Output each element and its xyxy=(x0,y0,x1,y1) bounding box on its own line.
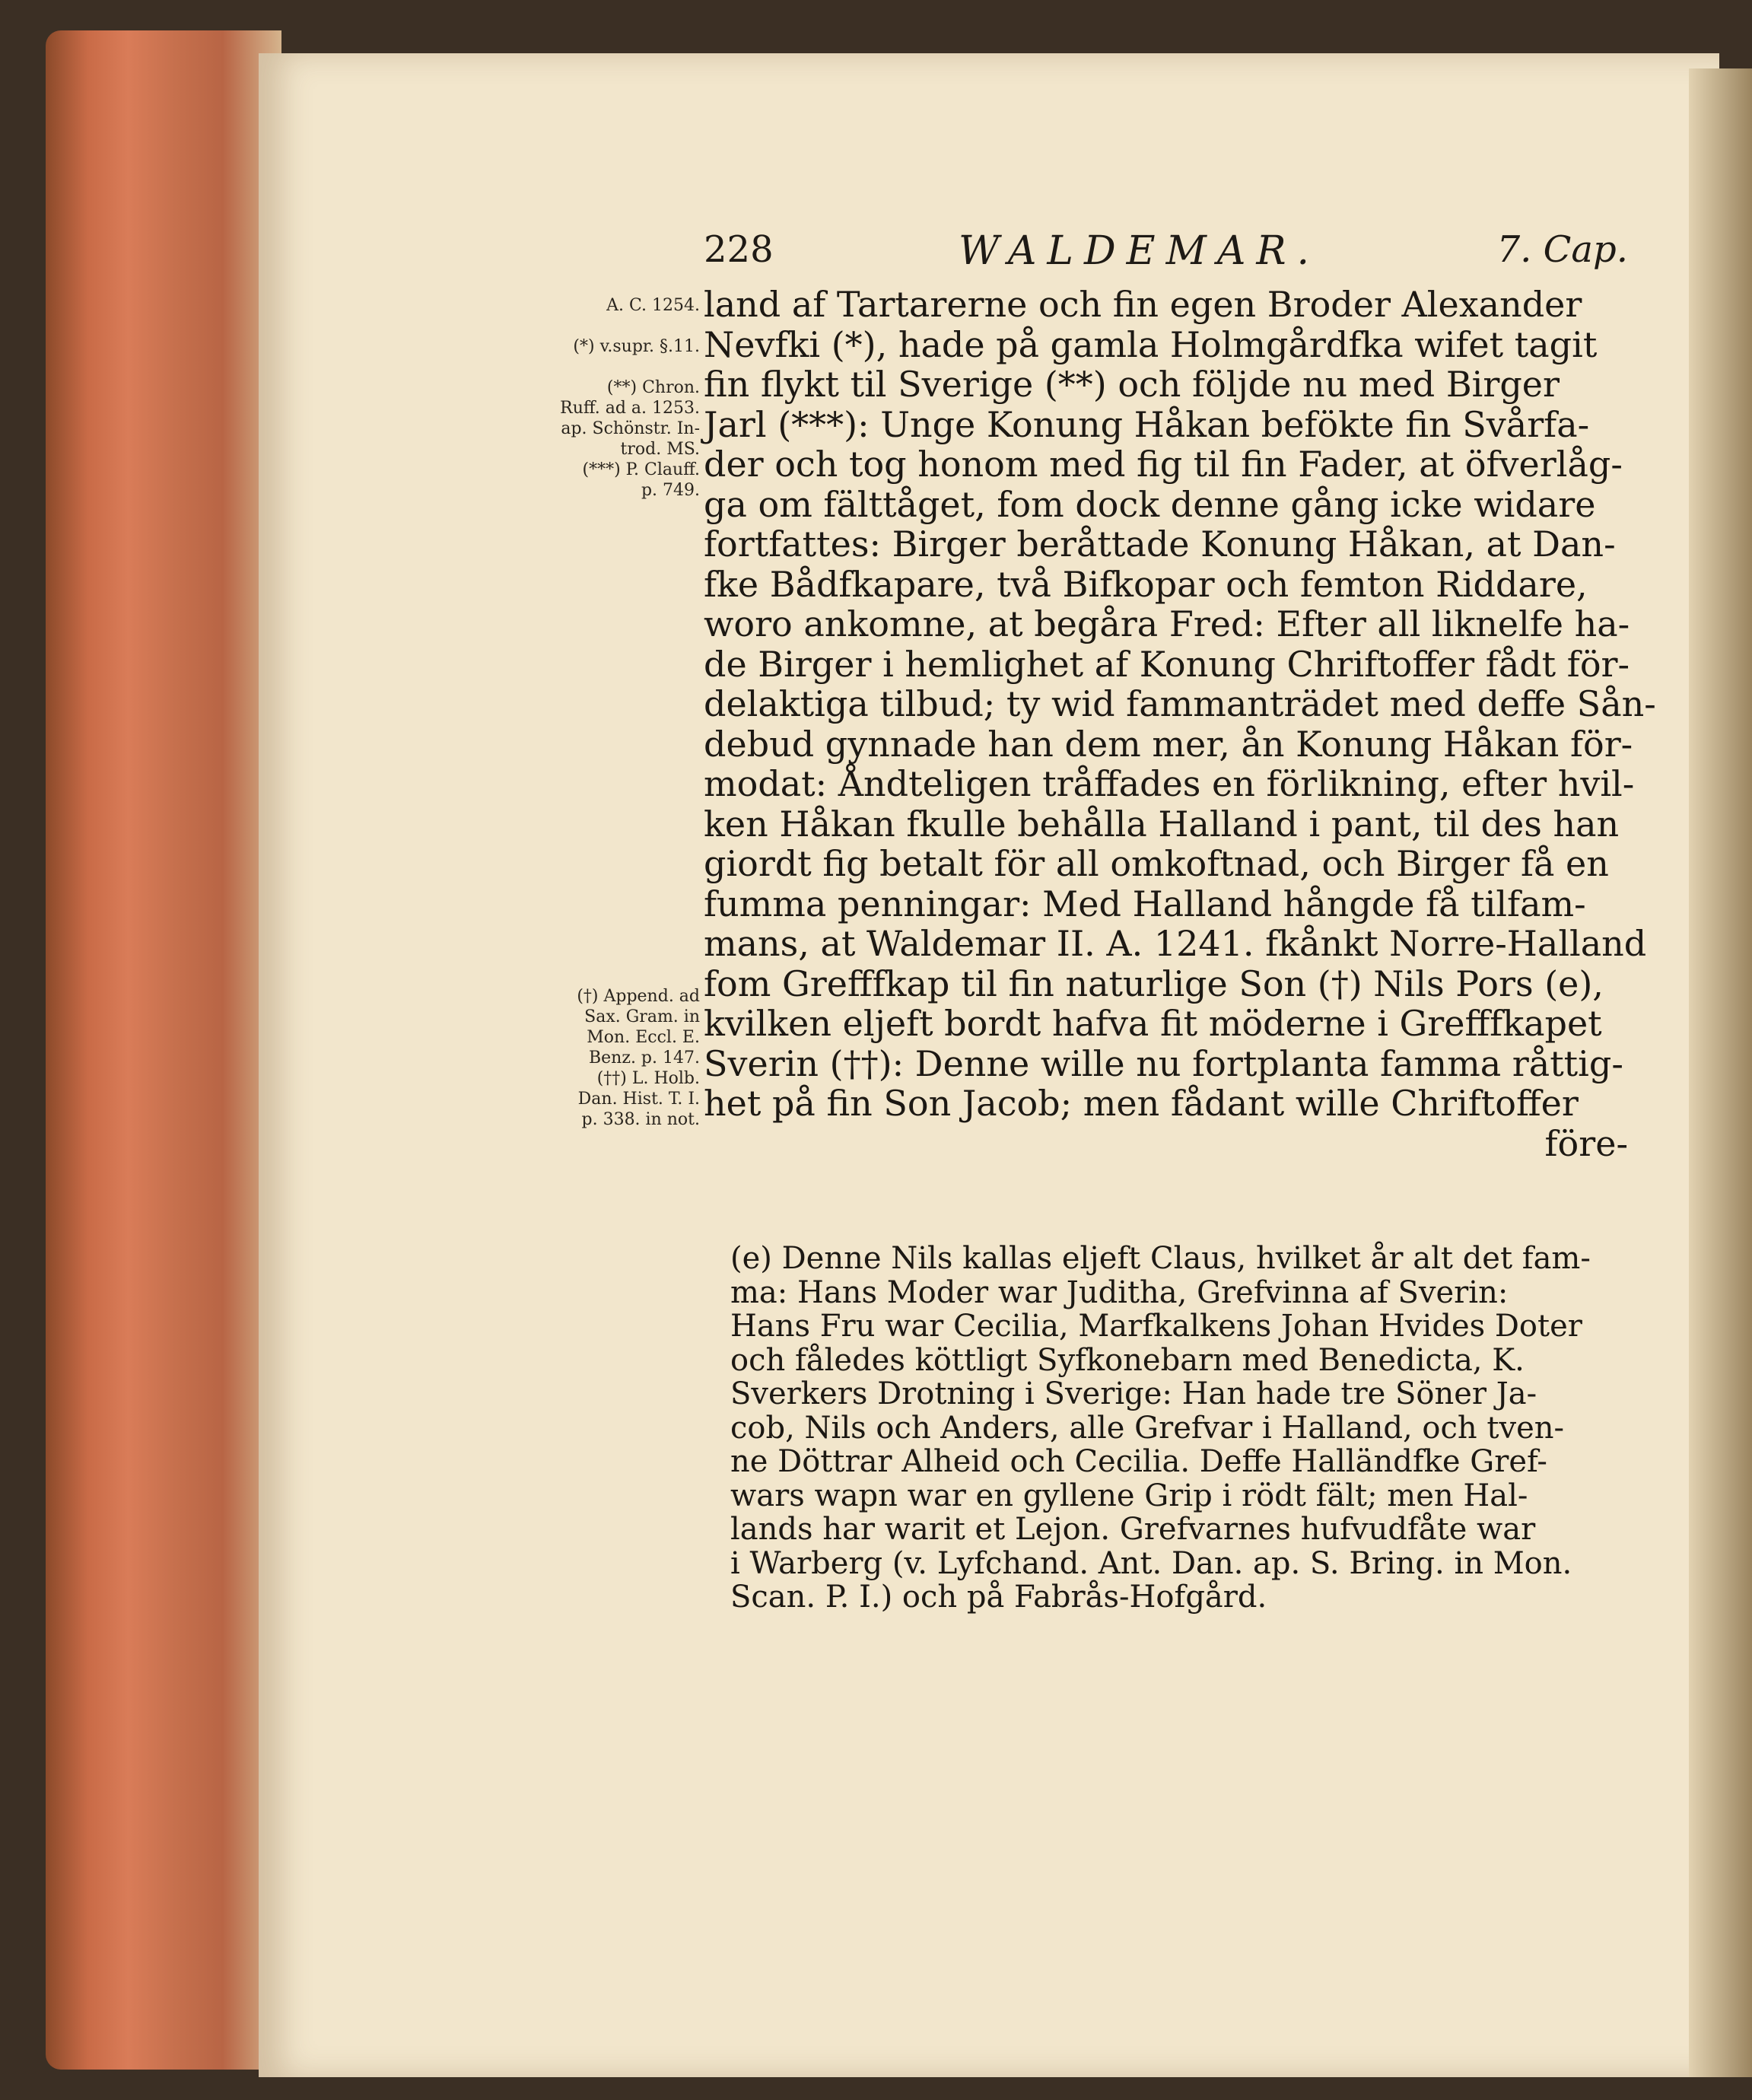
margin-note: Ruff. ad a. 1253. xyxy=(560,399,700,418)
margin-note: (††) L. Holb. xyxy=(596,1069,700,1088)
body-line: ga om fälttåget, fom dock denne gång icke widare xyxy=(704,483,1596,525)
body-line: modat: Åndteligen tråffades en förlikning, efter hvil- xyxy=(704,763,1635,804)
body-line: giordt fig betalt för all omkoftnad, och Birger få en xyxy=(704,843,1609,884)
footnote-line: i Warberg (v. Lyfchand. Ant. Dan. ap. S. Bring. in Mon. xyxy=(730,1545,1572,1581)
margin-note: Dan. Hist. T. I. xyxy=(577,1090,700,1109)
body-line: ken Håkan fkulle behålla Halland i pant, til des han xyxy=(704,803,1620,845)
body-line: woro ankomne, at begåra Fred: Efter all liknelfe ha- xyxy=(704,603,1630,644)
margin-note: (†) Append. ad xyxy=(577,987,700,1006)
body-line: land af Tartarerne och fin egen Broder Alexander xyxy=(704,284,1582,325)
body-line: fin flykt til Sverige (**) och följde nu med Birger xyxy=(704,364,1560,405)
margin-note: (***) P. Clauff. xyxy=(582,460,700,479)
footnote-line: lands har warit et Lejon. Grefvarnes hufvudfåte war xyxy=(730,1512,1536,1547)
margin-notes-bottom xyxy=(525,986,700,1130)
body-line: kvilken eljeft bordt hafva fit möderne i Grefffkapet xyxy=(704,1003,1602,1044)
body-line: fortfattes: Birger beråttade Konung Håkan, at Dan- xyxy=(704,523,1616,565)
margin-note: Sax. Gram. in xyxy=(584,1007,700,1026)
body-line: het på fin Son Jacob; men fådant wille Chriftoffer xyxy=(704,1083,1579,1124)
margin-note: Benz. p. 147. xyxy=(589,1048,700,1068)
catchword: före- xyxy=(1544,1122,1628,1164)
footnote-line: (e) Denne Nils kallas eljeft Claus, hvilket år alt det fam- xyxy=(730,1241,1591,1276)
body-line: fke Bådfkapare, två Bifkopar och femton Riddare, xyxy=(704,563,1588,605)
margin-note: (**) Chron. xyxy=(606,378,700,397)
running-title: WALDEMAR. xyxy=(959,228,1321,274)
body-line: fom Grefffkap til fin naturlige Son (†) Nils Pors (e), xyxy=(704,963,1604,1004)
footnote-line: Sverkers Drotning i Sverige: Han hade tre Söner Ja- xyxy=(730,1376,1537,1411)
body-line: Jarl (***): Unge Konung Håkan befökte fin Svårfa- xyxy=(704,403,1590,445)
body-line: delaktiga tilbud; ty wid fammanträdet med deffe Sån- xyxy=(704,683,1656,724)
margin-notes-top xyxy=(525,295,700,501)
book-fore-edge xyxy=(46,30,281,2070)
margin-note: A. C. 1254. xyxy=(606,296,700,315)
body-line: Nevfki (*), hade på gamla Holmgårdfka wifet tagit xyxy=(704,323,1598,365)
footnote xyxy=(730,1242,1613,1615)
body-line: debud gynnade han dem mer, ån Konung Håkan för- xyxy=(704,723,1633,765)
body-line: der och tog honom med fig til fin Fader, at öfverlåg- xyxy=(704,444,1623,485)
margin-note: (*) v.supr. §.11. xyxy=(573,337,700,356)
body-text xyxy=(704,284,1656,1164)
body-line: fumma penningar: Med Halland hångde få tilfam- xyxy=(704,883,1586,924)
footnote-line: wars wapn war en gyllene Grip i rödt fält; men Hal- xyxy=(730,1478,1528,1513)
body-line: Sverin (††): Denne wille nu fortplanta famma råttig- xyxy=(704,1042,1623,1084)
page-number: 228 xyxy=(704,228,774,271)
footnote-line: och fåledes köttligt Syfkonebarn med Benedicta, K. xyxy=(730,1342,1525,1378)
margin-note: ap. Schönstr. In- xyxy=(561,419,700,438)
page-gutter-shadow xyxy=(1689,68,1752,2077)
margin-note: Mon. Eccl. E. xyxy=(587,1028,700,1047)
footnote-line: Hans Fru war Cecilia, Marfkalkens Johan Hvides Doter xyxy=(730,1309,1582,1344)
body-line: mans, at Waldemar II. A. 1241. fkånkt Norre-Halland xyxy=(704,923,1647,964)
margin-note: p. 338. in not. xyxy=(581,1110,700,1129)
margin-note: p. 749. xyxy=(641,481,700,500)
body-line: de Birger i hemlighet af Konung Chriftoffer fådt för- xyxy=(704,643,1630,685)
footnote-line: ma: Hans Moder war Juditha, Grefvinna af Sverin: xyxy=(730,1274,1509,1310)
margin-note: trod. MS. xyxy=(620,440,700,459)
footnote-line: ne Döttrar Alheid och Cecilia. Deffe Halländfke Gref- xyxy=(730,1444,1547,1479)
chapter-label: 7. Cap. xyxy=(1496,228,1628,271)
footnote-line: Scan. P. I.) och på Fabrås-Hofgård. xyxy=(730,1580,1267,1615)
running-header xyxy=(704,228,1628,274)
footnote-line: cob, Nils och Anders, alle Grefvar i Halland, och tven- xyxy=(730,1410,1565,1446)
